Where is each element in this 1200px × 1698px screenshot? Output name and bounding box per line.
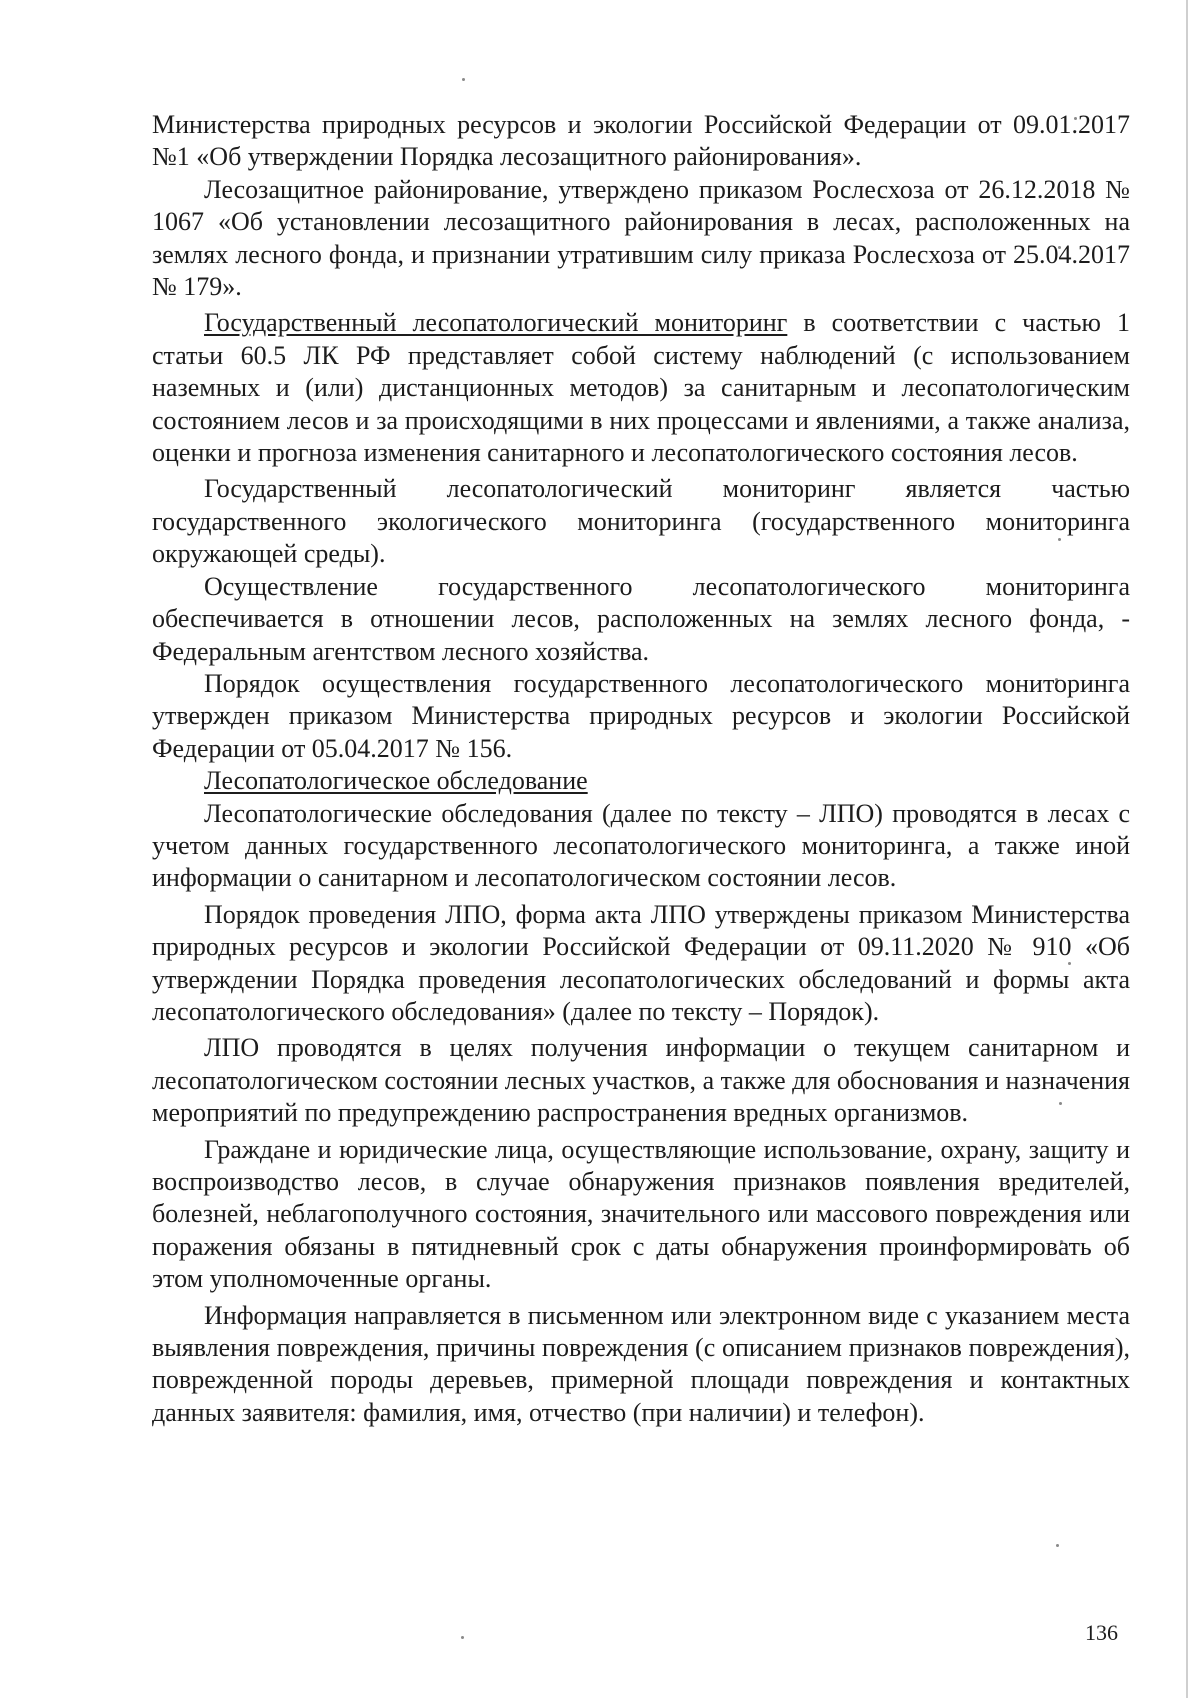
section-heading: Государственный лесопатологический мониторинг bbox=[204, 308, 788, 338]
paragraph-text: Министерства природных ресурсов и экологии Российской Федерации от 09.01.2017 №1 «Об утверждении Порядка лесозащитного районирования». bbox=[152, 110, 1130, 172]
paragraph-text: Лесозащитное районирование, утверждено приказом Рослесхоза от 26.12.2018 № 1067 «Об установлении лесозащитного районирования в лесах, расположенных на землях лесного фонда, и признании утратившим силу приказа Рослесхоза от 25.04.2017 № 179». bbox=[152, 174, 1130, 302]
paragraph bbox=[152, 571, 1130, 668]
paragraph bbox=[152, 1134, 1130, 1296]
paragraph bbox=[152, 307, 1130, 469]
paragraph-text: Граждане и юридические лица, осуществляющие использование, охрану, защиту и воспроизводство лесов, в случае обнаружения признаков появления вредителей, болезней, неблагополучного состояния, значительного или массового повреждения или поражения обязаны в пятидневный срок с даты обнаружения проинформировать об этом уполномоченные органы. bbox=[152, 1134, 1130, 1294]
paragraph-text: Осуществление государственного лесопатологического мониторинга обеспечивается в отношении лесов, расположенных на землях лесного фонда, - Федеральным агентством лесного хозяйства. bbox=[152, 571, 1130, 666]
paragraph bbox=[152, 1032, 1130, 1129]
paragraph-text: Порядок осуществления государственного лесопатологического мониторинга утвержден приказом Министерства природных ресурсов и экологии Российской Федерации от 05.04.2017 № 156. bbox=[152, 668, 1130, 763]
paragraph bbox=[152, 765, 1130, 797]
paragraph-text: в соответствии с частью 1 статьи 60.5 ЛК РФ представляет собой систему наблюдений (с использованием наземных и (или) дистанционных методов) за санитарным и лесопатологическим состоянием лесов и за происходящими в них процессами и явлениями, а также анализа, оценки и прогноза изменения санитарного и лесопатологического состояния лесов. bbox=[152, 308, 1130, 468]
paragraph-text: Информация направляется в письменном или электронном виде с указанием места выявления повреждения, причины повреждения (с описанием признаков повреждения), поврежденной породы деревьев, примерной площади повреждения и контактных данных заявителя: фамилия, имя, отчество (при наличии) и телефон). bbox=[152, 1300, 1130, 1427]
paragraph-text: Лесопатологические обследования (далее по тексту – ЛПО) проводятся в лесах с учетом данных государственного лесопатологического мониторинга, а также иной информации о санитарном и лесопатологическом состоянии лесов. bbox=[152, 798, 1130, 893]
section-heading: Лесопатологическое обследование bbox=[204, 766, 588, 796]
scan-edge-line bbox=[1186, 0, 1188, 1698]
scan-speck bbox=[462, 78, 465, 81]
paragraph bbox=[152, 668, 1130, 765]
paragraph-text: Государственный лесопатологический мониторинг является частью государственного экологического мониторинга (государственного мониторинга окружающей среды). bbox=[152, 474, 1130, 569]
page-number: 136 bbox=[1085, 1620, 1118, 1645]
scan-speck bbox=[1056, 1544, 1059, 1547]
paragraph bbox=[152, 109, 1130, 174]
paragraph-text: Порядок проведения ЛПО, форма акта ЛПО утверждены приказом Министерства природных ресурсов и экологии Российской Федерации от 09.11.2020 № 910 «Об утверждении Порядка проведения лесопатологических обследований и формы акта лесопатологического обследования» (далее по тексту – Порядок). bbox=[152, 899, 1130, 1026]
paragraph bbox=[152, 798, 1130, 895]
paragraph-text: ЛПО проводятся в целях получения информации о текущем санитарном и лесопатологическом состоянии лесных участков, а также для обоснования и назначения мероприятий по предупреждению распространения вредных организмов. bbox=[152, 1033, 1130, 1128]
paragraph bbox=[152, 1300, 1130, 1430]
scan-speck bbox=[461, 1636, 464, 1639]
body-text bbox=[152, 109, 1130, 1429]
paragraph bbox=[152, 899, 1130, 1029]
paragraph bbox=[152, 174, 1130, 304]
paragraph bbox=[152, 473, 1130, 570]
